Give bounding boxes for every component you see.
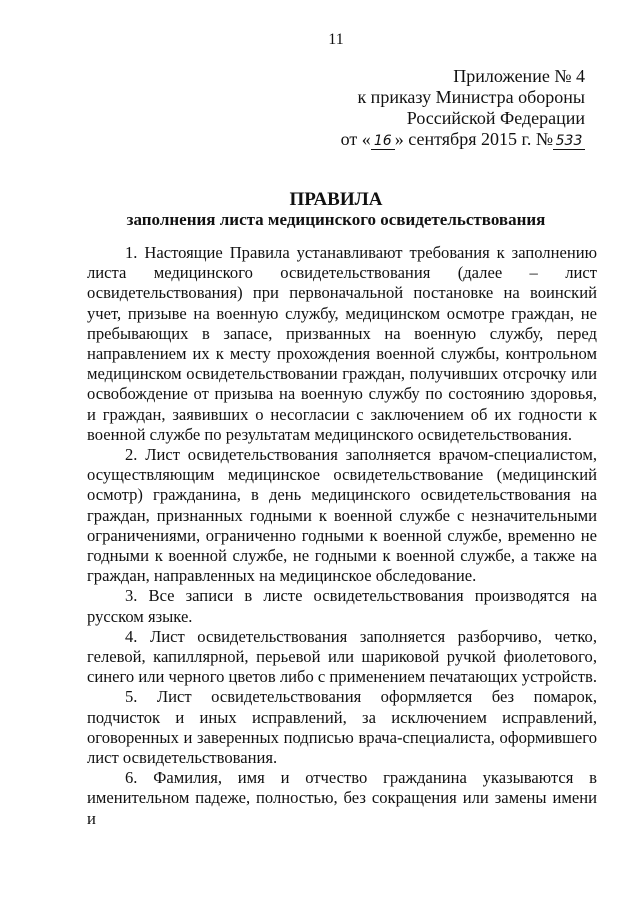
handwritten-day: 16 — [371, 134, 395, 150]
appendix-title: Приложение № 4 — [453, 66, 585, 86]
page-number: 11 — [328, 31, 344, 48]
paragraph-2: 2. Лист освидетельствования заполняется врачом-специалистом, осуществляющим медицинское освидетельствование (медицинский осмотр) гражданина, в день медицинского освидетельствования на граждан, признанных годными к военной службе с незначительными ограничениями, ограниченно годными к военной службе, временно не годными к военной службе, не годными к военной службе, а также на граждан, направленных на медицинское обследование. — [87, 445, 597, 586]
appendix-order-line: к приказу Министра обороны — [357, 87, 585, 107]
date-middle: » сентября 2015 г. № — [394, 129, 553, 149]
appendix-header — [325, 66, 585, 150]
paragraph-3: 3. Все записи в листе освидетельствования производятся на русском языке. — [87, 586, 597, 626]
paragraph-5: 5. Лист освидетельствования оформляется без помарок, подчисток и иных исправлений, за исключением исправлений, оговоренных и заверенных подписью врача-специалиста, оформившего лист освидетельствования. — [87, 687, 597, 768]
document-title: ПРАВИЛА — [289, 189, 383, 210]
paragraph-6: 6. Фамилия, имя и отчество гражданина указываются в именительном падеже, полностью, без сокращения или замены имени и — [87, 768, 597, 828]
document-body — [87, 243, 597, 829]
document-subtitle: заполнения листа медицинского освидетельствования — [126, 210, 546, 229]
date-prefix: от « — [340, 129, 371, 149]
paragraph-4: 4. Лист освидетельствования заполняется разборчиво, четко, гелевой, капиллярной, перьевой или шариковой ручкой фиолетового, синего или черного цветов либо с применением печатающих устройств. — [87, 626, 597, 687]
appendix-date-line — [325, 129, 585, 150]
paragraph-1: 1. Настоящие Правила устанавливают требования к заполнению листа медицинского освидетельствования (далее – лист освидетельствования) при первоначальной постановке на воинский учет, призыве на военную службу, медицинском осмотре граждан, не пребывающих в запасе, призванных на военную службу, перед направлением их к месту прохождения военной службы, контрольном медицинском освидетельствовании граждан, получивших отсрочку или освобождение от призыва на военную службу по состоянию здоровья, и граждан, заявивших о несогласии с заключением об их годности к военной службе по результатам медицинского освидетельствования. — [87, 243, 597, 444]
appendix-country-line: Российской Федерации — [406, 108, 585, 128]
handwritten-order-number: 533 — [553, 134, 585, 150]
